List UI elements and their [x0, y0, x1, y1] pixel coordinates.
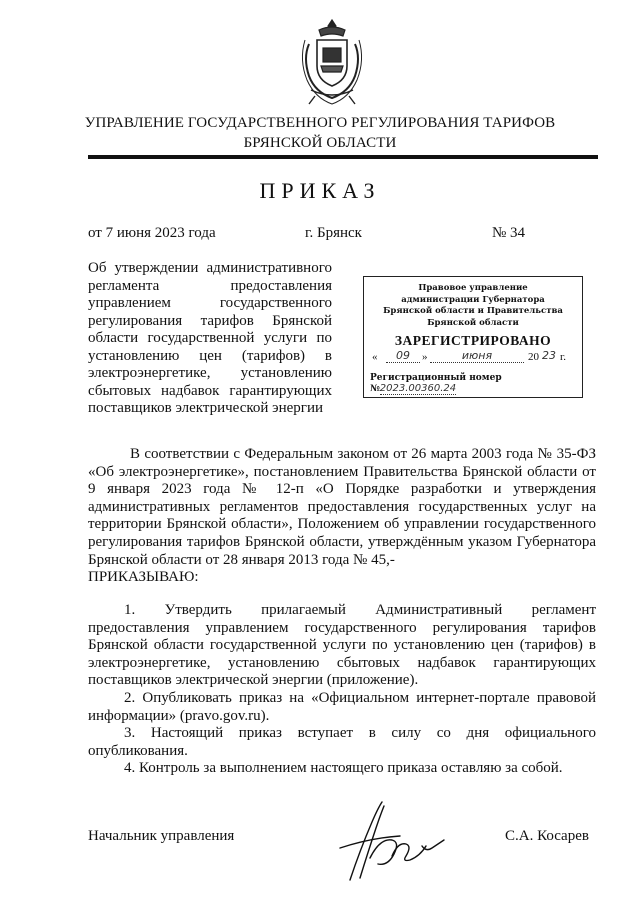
stamp-line-3: Брянской области и Правительства: [383, 306, 563, 316]
stamp-regno-label: Регистрационный номер №: [370, 373, 502, 394]
stamp-line-1: Правовое управление: [418, 283, 528, 293]
stamp-registered: ЗАРЕГИСТРИРОВАНО: [394, 333, 552, 348]
preamble-paragraph: [88, 446, 596, 587]
order-item-2: [88, 690, 596, 725]
preamble-text: В соответствии с Федеральным законом от 26 марта 2003 года № 35-ФЗ «Об электроэнергетике», постановлением Правительства Брянской области от 9 января 2023 года № 12-п «О Порядке разработки и утверждения административных регламентов предоставления государственных услуг на территории Брянской области», Положением об управлении государственного регулирования тарифов Брянской области, утверждённым указом Губернатора Брянской области от 28 января 2013 года № 45,-: [88, 446, 596, 568]
stamp-date-year-end: г.: [560, 351, 567, 363]
stamp-regno-value: 2023.00360.24: [379, 383, 457, 394]
order-subject: Об утверждении административного регламента предоставления управлением государственного регулирования тарифов Брянской области государственной услуги по установлению цен (тарифов) в электроэнергетике, установлению сбытовых надбавок гарантирующих поставщиков электрической энергии: [88, 260, 332, 416]
registration-stamp: [363, 276, 583, 398]
order-item-3: [88, 725, 596, 760]
order-date: от 7 июня 2023 года: [88, 225, 216, 241]
stamp-date: « 09 » июня 20 23 г.: [372, 349, 567, 363]
order-item-4: [88, 760, 596, 778]
stamp-line-2: администрации Губернатора: [401, 294, 545, 305]
org-line-1: УПРАВЛЕНИЕ ГОСУДАРСТВЕННОГО РЕГУЛИРОВАНИЯ ТАРИФОВ: [84, 115, 556, 131]
order-word: ПРИКАЗЫВАЮ:: [88, 569, 199, 586]
order-item-3-text: 3. Настоящий приказ вступает в силу со дня официального опубликования.: [88, 725, 596, 759]
order-item-2-text: 2. Опубликовать приказ на «Официальном интернет-портале правовой информации» (pravo.gov.ru).: [88, 690, 596, 724]
order-number: № 34: [492, 225, 526, 241]
stamp-date-year-suffix: 23: [542, 349, 556, 362]
org-line-2: БРЯНСКОЙ ОБЛАСТИ: [243, 135, 397, 151]
order-city: г. Брянск: [305, 225, 362, 241]
order-item-4-text: 4. Контроль за выполнением настоящего приказа оставляю за собой.: [124, 760, 563, 776]
stamp-date-month: июня: [430, 349, 524, 363]
stamp-line-4: Брянской области: [427, 317, 519, 328]
header-rule: [88, 155, 598, 159]
order-item-1-text: 1. Утвердить прилагаемый Административный регламент предоставления управлением государственного регулирования тарифов Брянской области государственной услуги по установлению цен (тарифов) в электроэнергетике, установлению сбытовых надбавок гарантирующих поставщиков электрической энергии (приложение).: [88, 602, 596, 689]
order-item-1: [88, 602, 596, 690]
stamp-date-year-prefix: 20: [528, 351, 539, 363]
signatory-name: С.А. Косарев: [505, 828, 589, 844]
signatory-role: Начальник управления: [88, 828, 235, 844]
stamp-regno: [370, 373, 580, 394]
stamp-date-day: 09: [386, 349, 420, 363]
organization-name: [80, 113, 560, 153]
coat-of-arms-icon: [297, 16, 367, 108]
handwritten-signature-icon: [330, 798, 460, 888]
document-title: ПРИКАЗ: [259, 178, 381, 203]
